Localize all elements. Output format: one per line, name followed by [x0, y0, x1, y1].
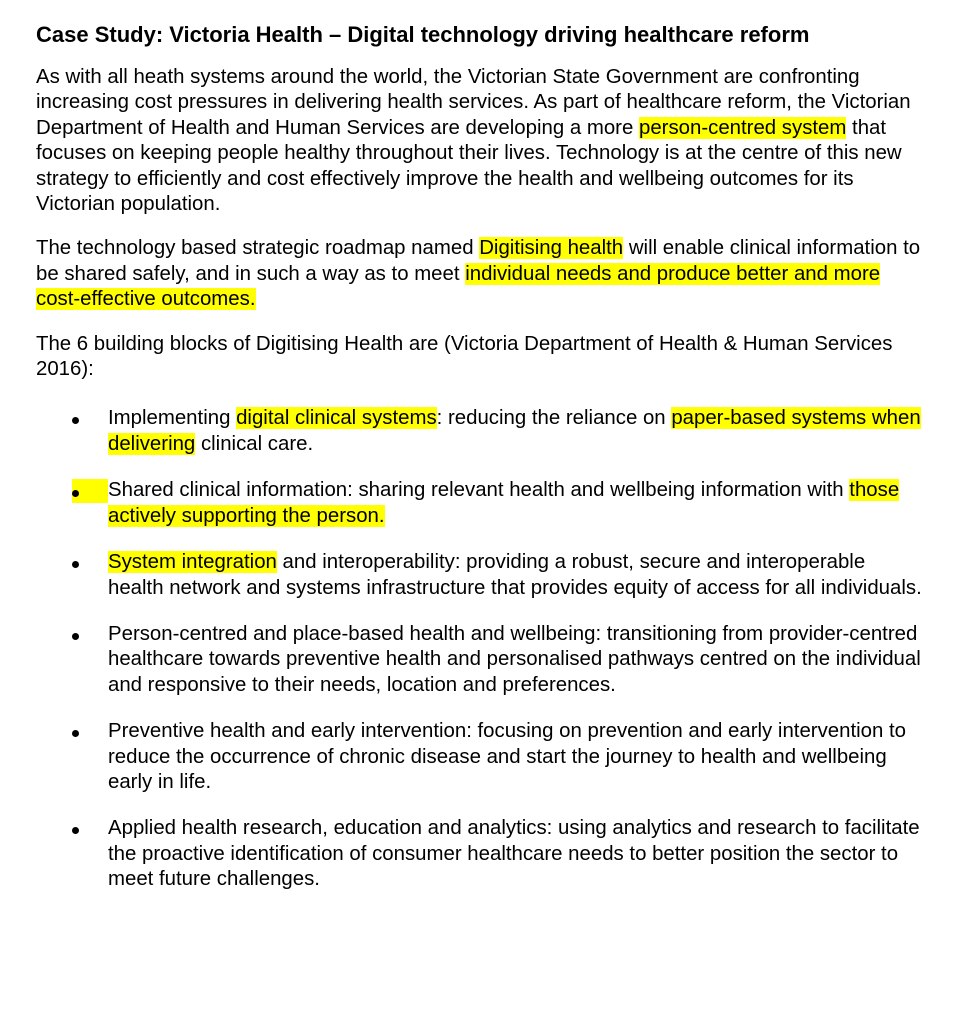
bullet-5-text: Preventive health and early intervention: focusing on prevention and early intervention to reduce the occurrence of chronic disease and start the journey to health and wellbeing early in life. — [108, 720, 907, 793]
building-blocks-intro: The 6 building blocks of Digitising Health are (Victoria Department of Health & Human Services 2016): — [36, 332, 893, 381]
bullet-icon — [70, 550, 108, 575]
highlight-system-integration: System integration — [108, 551, 277, 574]
bullet-1-text-2: : reducing the reliance on — [436, 407, 672, 430]
bullet-icon — [70, 719, 108, 744]
building-blocks-list — [36, 406, 923, 892]
bullet-1-text-1: Implementing — [108, 407, 237, 430]
document-title: Case Study: Victoria Health – Digital technology driving healthcare reform — [36, 22, 810, 47]
intro-text-2: that focuses on keeping people healthy throughout their lives. Technology is at the centre of this new strategy to efficiently and cost effectively improve the health and wellbeing outcomes for its Victorian population. — [36, 116, 902, 216]
bullet-icon — [70, 816, 108, 841]
list-item — [36, 550, 923, 601]
bullet-1-text-3: clinical care. — [195, 432, 314, 455]
highlight-individual-needs: individual needs and produce better and more cost-effective outcomes. — [36, 262, 881, 311]
highlight-digitising-health: Digitising health — [479, 237, 624, 260]
bullet-2-text-1: Shared clinical information: sharing relevant health and wellbeing information with — [108, 479, 850, 502]
intro-text-1: As with all heath systems around the world, the Victorian State Government are confronting increasing cost pressures in delivering health services. As part of healthcare reform, the Victorian Department of Health and Human Services are developing a more — [36, 66, 911, 139]
bullet-icon — [70, 622, 108, 647]
highlight-digital-clinical-systems: digital clinical systems — [236, 407, 437, 430]
roadmap-text-1: The technology based strategic roadmap named — [36, 237, 480, 260]
bullet-icon — [72, 479, 108, 503]
highlight-paper-based-systems: paper-based systems when delivering — [108, 407, 921, 455]
highlight-person-centred-system: person-centred system — [638, 116, 847, 139]
list-item — [36, 816, 923, 892]
roadmap-paragraph — [36, 236, 923, 312]
bullet-3-text-1: and interoperability: providing a robust, secure and interoperable health network and systems infrastructure that provides equity of access for all individuals. — [108, 551, 922, 599]
highlight-those-actively-supporting: those actively supporting the person. — [108, 479, 900, 527]
list-item — [36, 406, 923, 457]
bullet-4-text: Person-centred and place-based health and wellbeing: transitioning from provider-centred healthcare towards preventive health and personalised pathways centred on the individual and responsive to their needs, location and preferences. — [108, 622, 921, 696]
bullet-6-text: Applied health research, education and analytics: using analytics and research to facilitate the proactive identification of consumer healthcare needs to better position the sector to meet future challenges. — [108, 817, 920, 891]
list-item — [36, 622, 923, 698]
roadmap-text-2: will enable clinical information to be shared safely, and in such a way as to meet — [36, 237, 921, 285]
list-item — [36, 719, 923, 795]
list-item — [36, 478, 923, 529]
bullet-icon — [70, 406, 108, 431]
intro-paragraph — [36, 65, 923, 217]
